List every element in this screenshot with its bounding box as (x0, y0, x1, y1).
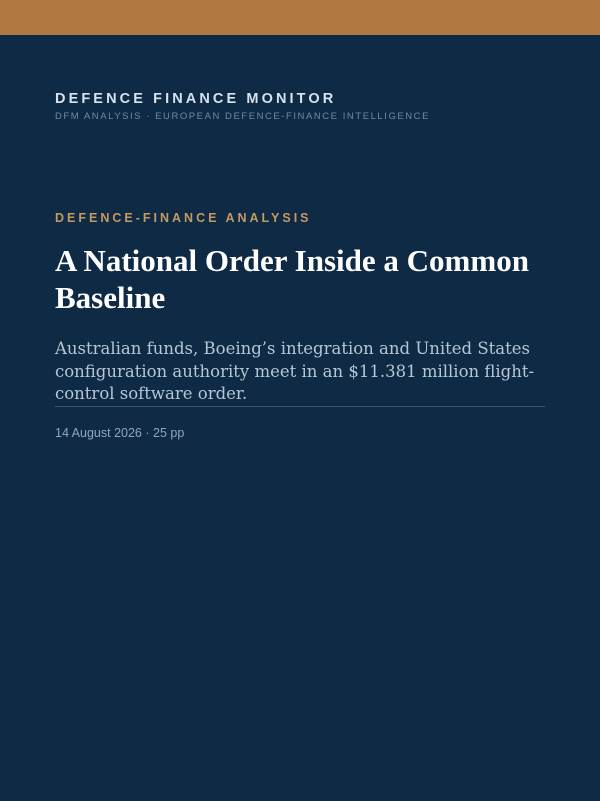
article-kicker: DEFENCE-FINANCE ANALYSIS (55, 211, 312, 225)
article-cover (55, 210, 545, 441)
top-accent-bar (0, 0, 600, 35)
article-headline: A National Order Inside a Common Baseline (55, 243, 529, 315)
article-dek: Australian funds, Boeing’s integration and United States configuration authority meet in an $11.381 million flight-control software order. (55, 339, 535, 403)
divider (55, 406, 545, 407)
masthead (55, 90, 555, 123)
article-date: 14 August 2026 (55, 425, 142, 440)
article-meta (55, 425, 545, 441)
publication-name: DEFENCE FINANCE MONITOR (55, 91, 337, 107)
article-page-count: 25 pp (153, 425, 185, 440)
meta-separator: · (145, 425, 150, 440)
publication-subtitle: DFM ANALYSIS · EUROPEAN DEFENCE-FINANCE INTELLIGENCE (55, 111, 430, 122)
